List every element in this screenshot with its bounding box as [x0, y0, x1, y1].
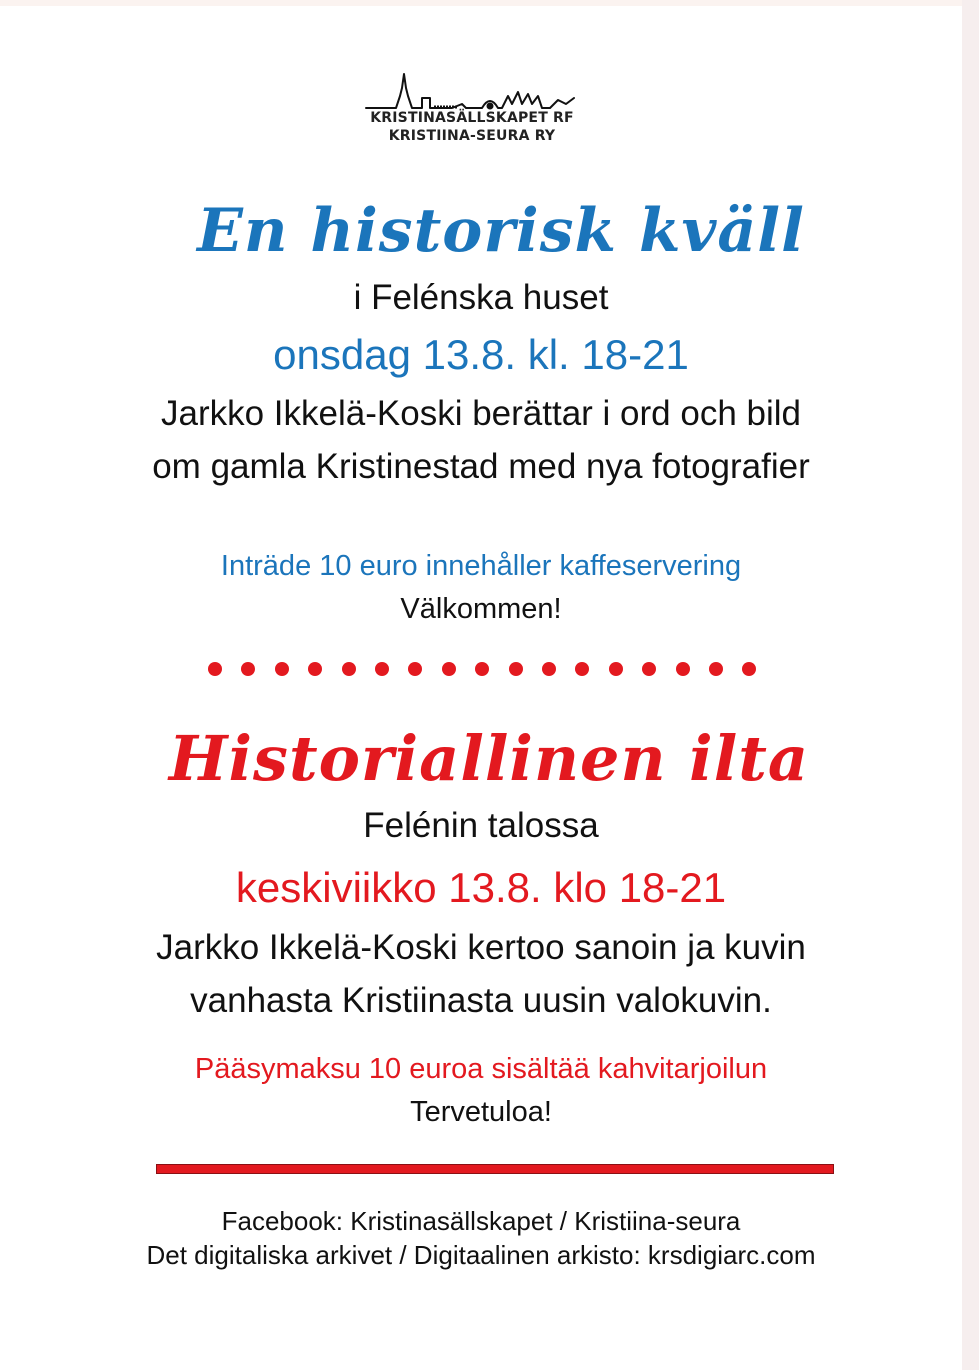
- divider-dot: [642, 662, 656, 676]
- swedish-welcome: Välkommen!: [400, 593, 562, 625]
- divider-dot: [742, 662, 756, 676]
- finnish-description-line-2: vanhasta Kristiinasta uusin valokuvin.: [190, 981, 772, 1020]
- logo-line-1: KRISTINASÄLLSKAPET RF: [370, 110, 574, 126]
- divider-dot: [342, 662, 356, 676]
- divider-dot: [542, 662, 556, 676]
- finnish-welcome: Tervetuloa!: [410, 1096, 552, 1128]
- swedish-description-line-2: om gamla Kristinestad med nya fotografier: [152, 447, 810, 486]
- finnish-venue: Felénin talossa: [363, 806, 599, 845]
- finnish-entry-fee: Pääsymaksu 10 euroa sisältää kahvitarjoilun: [194, 1053, 768, 1085]
- divider-dot: [308, 662, 322, 676]
- divider-dot: [676, 662, 690, 676]
- divider-dot: [241, 662, 255, 676]
- divider-dot: [275, 662, 289, 676]
- footer-archive: Det digitaliska arkivet / Digitaalinen arkisto: krsdigiarc.com: [146, 1240, 816, 1270]
- divider-dot: [509, 662, 523, 676]
- footer-facebook: Facebook: Kristinasällskapet / Kristiina-seura: [221, 1206, 741, 1236]
- finnish-datetime: keskiviikko 13.8. klo 18-21: [235, 864, 727, 911]
- swedish-venue: i Felénska huset: [353, 278, 609, 317]
- swedish-datetime: onsdag 13.8. kl. 18-21: [273, 331, 689, 378]
- divider-dot: [709, 662, 723, 676]
- divider-dot: [208, 662, 222, 676]
- divider-dot: [609, 662, 623, 676]
- swedish-entry-fee: Inträde 10 euro innehåller kaffeservering: [220, 550, 742, 582]
- red-divider-bar: [156, 1164, 834, 1174]
- divider-dot: [375, 662, 389, 676]
- dotted-divider: [200, 656, 770, 684]
- finnish-description-line-1: Jarkko Ikkelä-Koski kertoo sanoin ja kuvin: [156, 928, 806, 967]
- divider-dot: [408, 662, 422, 676]
- divider-dot: [442, 662, 456, 676]
- divider-dot: [475, 662, 489, 676]
- logo-line-2: KRISTIINA-SEURA RY: [388, 128, 556, 144]
- swedish-title: En historisk kväll: [197, 196, 805, 266]
- finnish-title: Historiallinen ilta: [168, 722, 810, 795]
- poster-page: [0, 6, 962, 1370]
- divider-dot: [575, 662, 589, 676]
- swedish-description-line-1: Jarkko Ikkelä-Koski berättar i ord och bild: [161, 394, 801, 433]
